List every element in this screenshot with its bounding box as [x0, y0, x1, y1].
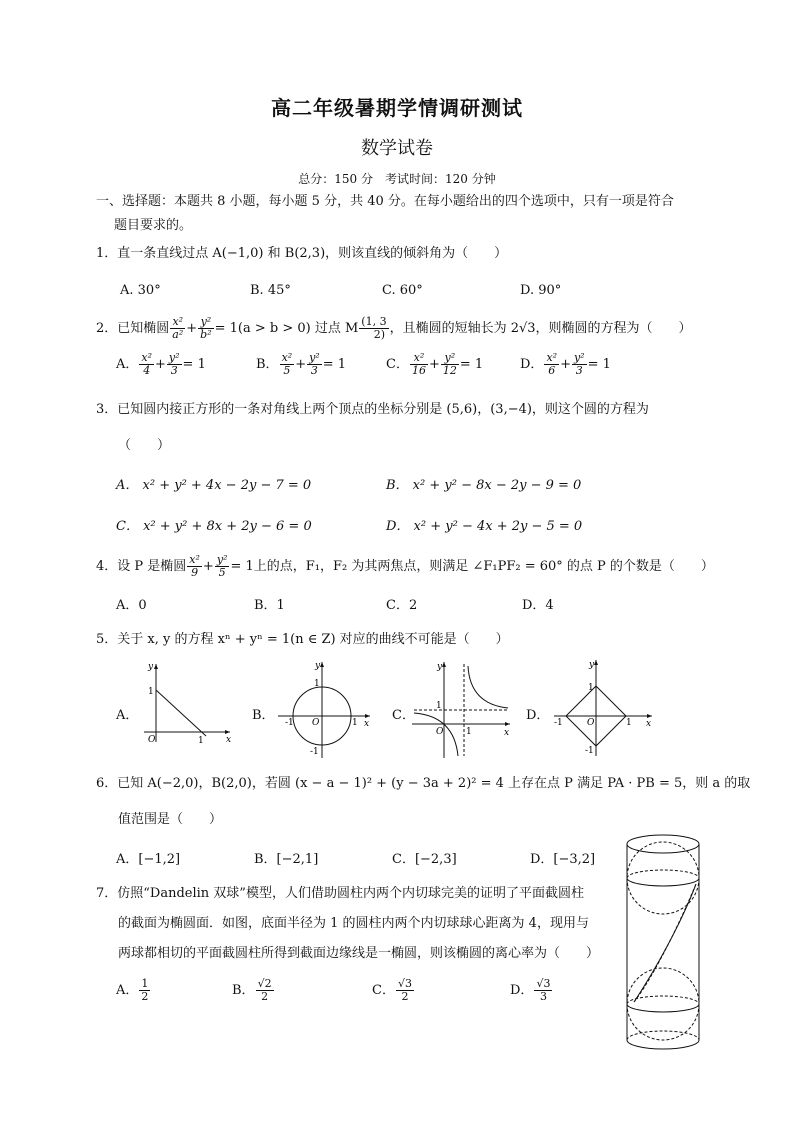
- question-6: 6．已知 A(−2,0)，B(2,0)，若圆 (x − a − 1)² + (y − 3a + 2)² = 4 上存在点 P 满足 PA · PB = 5，则 a 的取: [96, 776, 751, 791]
- graph-d-x-label: x: [646, 719, 652, 729]
- question-3-paren: （ ）: [118, 438, 171, 453]
- q4-option-d[interactable]: D．4: [522, 598, 554, 613]
- graph-a-tick-y: 1: [148, 687, 154, 697]
- q6-option-b[interactable]: B．[−2,1]: [254, 852, 319, 867]
- graph-c-y-label: y: [437, 662, 443, 672]
- graph-d-tick-x: 1: [626, 718, 632, 728]
- question-5: 5．关于 x, y 的方程 xⁿ + yⁿ = 1(n ∈ Z) 对应的曲线不可能是（ ）: [96, 632, 509, 647]
- graph-a-origin: O: [148, 735, 156, 744]
- graph-d-diamond: [552, 656, 656, 760]
- graph-c-x-label: x: [504, 728, 510, 738]
- q1-option-a[interactable]: A. 30°: [120, 283, 161, 298]
- graph-b-circle: [276, 660, 374, 760]
- graph-a-line: [142, 660, 234, 744]
- graph-c-tick-x: 1: [466, 727, 472, 737]
- q4-option-c[interactable]: C．2: [386, 598, 418, 613]
- q7-option-a[interactable]: A． $\frac{1}{2}$: [116, 977, 149, 1003]
- q7-option-b[interactable]: B． $\frac{√2}{2}$: [232, 977, 272, 1003]
- q6-option-c[interactable]: C．[−2,3]: [392, 852, 457, 867]
- q2-option-b[interactable]: B． $\frac{\text{x²}}{5}$ + $\frac{\text{y²}}{3}$ = 1: [256, 351, 347, 377]
- q2-frac-y: $\frac{\text{y²}}{\text{b²}}$: [200, 315, 212, 341]
- section-line-2: 题目要求的。: [114, 218, 193, 233]
- exam-meta: 总分：150 分 考试时间：120 分钟: [298, 172, 496, 186]
- question-3: 3．已知圆内接正方形的一条对角线上两个顶点的坐标分别是 (5,6)，(3,−4)，则这个圆的方程为: [96, 402, 649, 417]
- q5-option-b[interactable]: B．: [252, 708, 275, 723]
- question-6-line2: 值范围是（ ）: [118, 812, 223, 827]
- q1-option-b[interactable]: B. 45°: [250, 283, 291, 298]
- graph-b-y-label: y: [315, 661, 321, 671]
- q1-option-c[interactable]: C. 60°: [382, 283, 423, 298]
- graph-b-tick-neg-y: -1: [310, 747, 319, 757]
- q5-option-d[interactable]: D．: [526, 708, 550, 723]
- q5-option-c[interactable]: C．: [392, 708, 415, 723]
- question-4: 4．设 P 是椭圆 $\frac{\text{x²}}{9}$ + $\frac{\text{y²}}{5}$ = 1上的点，F₁，F₂ 为其两焦点，则满足 ∠F₁PF₂ = 60° 的点 P 的个数是（ ）: [96, 553, 714, 579]
- graph-d-origin: O: [587, 718, 595, 728]
- q2-stem-b: (a > b > 0) 过点 M: [237, 321, 359, 336]
- section-heading: [96, 190, 706, 238]
- q2-option-c[interactable]: C． $\frac{\text{x²}}{16}$ + $\frac{\text{y²}}{12}$ = 1: [386, 351, 484, 377]
- graph-d-tick-neg-y: -1: [585, 746, 594, 756]
- graph-a-x-label: x: [226, 735, 232, 744]
- graph-a-y-label: y: [148, 662, 154, 672]
- question-1: 1．直一条直线过点 A(−1,0) 和 B(2,3)，则该直线的倾斜角为（ ）: [96, 246, 508, 261]
- q1-option-d[interactable]: D. 90°: [520, 283, 562, 298]
- graph-b-origin: O: [312, 718, 320, 728]
- q4-option-a[interactable]: A．0: [116, 598, 147, 613]
- q5-option-a[interactable]: A．: [116, 708, 139, 723]
- q6-option-d[interactable]: D．[−3,2]: [530, 852, 596, 867]
- dandelin-cylinder-figure: [620, 832, 706, 1054]
- question-2: 2．已知椭圆 $\frac{\text{x²}}{\text{a²}}$ + $\frac{\text{y²}}{\text{b²}}$ = 1(a > b > 0) 过点 M $\frac{(1, 3}{2)}$ ，且椭圆的短轴长为 2√3，则椭圆的方程为（ ）: [96, 315, 692, 341]
- graph-b-tick-neg-x: -1: [285, 718, 294, 728]
- q2-point: $\frac{(1, 3}{2)}$: [361, 315, 387, 341]
- question-7: 7．仿照“Dandelin 双球”模型，人们借助圆柱内两个内切球完美的证明了平面截圆柱: [96, 886, 584, 901]
- q7-option-d[interactable]: D． $\frac{√3}{3}$: [510, 977, 551, 1003]
- graph-c-tick-y: 1: [436, 701, 442, 711]
- section-line-1: 一、选择题：本题共 8 小题，每小题 5 分，共 40 分。在每小题给出的四个选项中，只有一项是符合: [96, 194, 674, 209]
- exam-title: 高二年级暑期学情调研测试: [271, 96, 523, 120]
- q2-option-a[interactable]: A． $\frac{\text{x²}}{4}$ + $\frac{\text{y²}}{3}$ = 1: [116, 351, 206, 377]
- q6-option-a[interactable]: A．[−1,2]: [116, 852, 181, 867]
- q2-frac-x: $\frac{\text{x²}}{\text{a²}}$: [172, 315, 184, 341]
- graph-a-tick-x: 1: [198, 736, 204, 744]
- q4-option-b[interactable]: B．1: [254, 598, 285, 613]
- graph-d-tick-neg-x: -1: [554, 718, 563, 728]
- graph-c-hyperbola: [410, 660, 514, 760]
- graph-b-x-label: x: [364, 719, 370, 729]
- graph-d-tick-y: 1: [588, 683, 594, 693]
- q3-option-d[interactable]: D． x² + y² − 4x + 2y − 5 = 0: [386, 519, 583, 534]
- graph-c-origin: O: [436, 727, 444, 737]
- q3-option-c[interactable]: C． x² + y² + 8x + 2y − 6 = 0: [116, 519, 312, 534]
- question-7-line3: 两球都相切的平面截圆柱所得到截面边缘线是一椭圆，则该椭圆的离心率为（ ）: [118, 946, 600, 961]
- graph-d-y-label: y: [589, 660, 595, 670]
- q2-stem-c: ，且椭圆的短轴长为 2√3，则椭圆的方程为（ ）: [389, 321, 692, 336]
- q3-option-a[interactable]: A． x² + y² + 4x − 2y − 7 = 0: [116, 478, 312, 493]
- graph-b-tick-x: 1: [352, 718, 358, 728]
- q3-option-b[interactable]: B． x² + y² − 8x − 2y − 9 = 0: [386, 478, 582, 493]
- graph-b-tick-y: 1: [314, 679, 320, 689]
- question-7-line2: 的截面为椭圆面．如图，底面半径为 1 的圆柱内两个内切球球心距离为 4，现用与: [118, 916, 589, 931]
- q7-option-c[interactable]: C． $\frac{√3}{2}$: [372, 977, 412, 1003]
- exam-subtitle: 数学试卷: [361, 138, 433, 159]
- q2-stem-a: 2．已知椭圆: [96, 321, 170, 336]
- q2-option-d[interactable]: D． $\frac{\text{x²}}{6}$ + $\frac{\text{y²}}{3}$ = 1: [520, 351, 611, 377]
